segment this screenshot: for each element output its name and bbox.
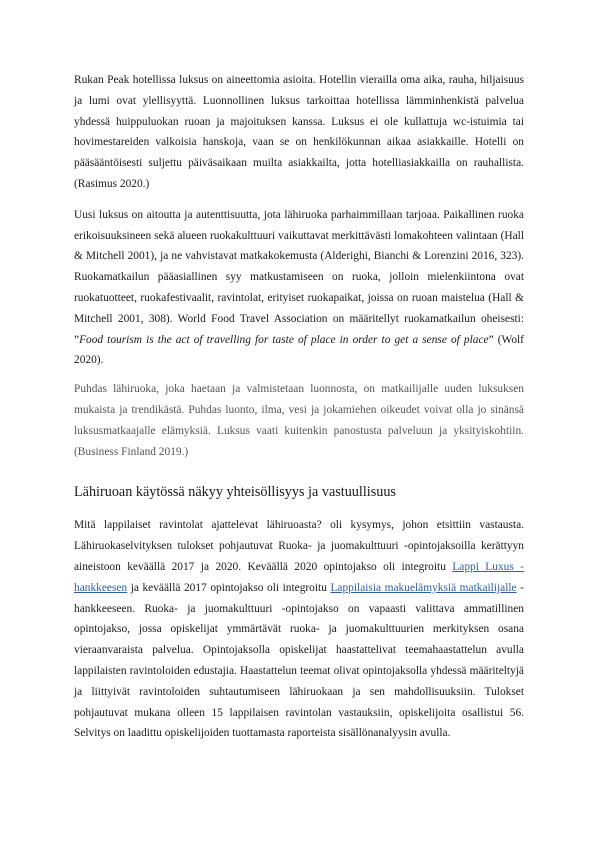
paragraph-pure-local-food: Puhdas lähiruoka, joka haetaan ja valmistetaan luonnosta, on matkailijalle uuden luksuksen mukaista ja trendikästä. Puhdas luonto, ilma, vesi ja jokamiehen oikeudet voivat olla jo sinänsä luksusmatkaajalle elämyksiä. Luksus vaati kuitenkin panostusta palveluun ja yksityiskohtiin. (Business Finland 2019.): [74, 383, 524, 458]
quote-citation: ” (Wolf 2020).: [74, 333, 524, 367]
paragraph-new-luxury-text: Uusi luksus on aitoutta ja autenttisuutta, jota lähiruoka parhaimmillaan tarjoaa. Paikallinen ruoka erikoisuuksineen sekä alueen ruokakulttuuri vaikuttavat merkittävästi lomakohteen valintaan (Hall & Mitchell 2001), ja ne vahvistavat matkakokemusta (Alderighi, Bianchi & Lorenzini 2016, 323). Ruokamatkailun pääasiallinen syy matkustamiseen on ruoka, jolloin mielenkiintona ovat ruokatuotteet, ruokafestivaalit, ravintolat, erityiset ruokapaikat, joissa on ruoan maistelua (Hall & Mitchell 2001, 308). World Food Travel Association on määritellyt ruokamatkailun oheisesti: ”: [74, 208, 524, 346]
makuelamyksia-link[interactable]: Lappilaisia makuelämyksiä matkailijalle: [330, 581, 517, 594]
paragraph-survey-part3: -hankkeeseen. Ruoka- ja juomakulttuuri -opintojakso on vapaasti valittava ammatillinen opintojakso, jossa opiskelijat ymmärtävät ruoka- ja juomakulttuurien merkityksen osana vieraanvaraista palvelua. Opintojaksolla opiskelijat haastattelivat teemahaastattelun avulla lappilaisten ravintoloiden edustajia. Haastattelun teemat olivat opintojaksolla yhdessä määriteltyjä ja liittyivät ravintoloiden suhtautumiseen lähiruokaan ja sen mahdollisuuksiin. Tulokset pohjautuvat mukana olleen 15 lappilaisen ravintolan vastauksiin, opiskelijoita osallistui 56. Selvitys on laadittu opiskelijoiden tuottamasta raporteista sisällönanalyysin avulla.: [74, 581, 524, 740]
paragraph-survey-part2: ja keväällä 2017 opintojakso oli integroitu: [127, 581, 331, 594]
document-page: [74, 70, 524, 744]
lappi-luxus-link[interactable]: Lappi Luxus -hankkeesen: [74, 560, 524, 594]
paragraph-new-luxury: [74, 205, 524, 371]
paragraph-survey-part1: Mitä lappilaiset ravintolat ajattelevat lähiruoasta? oli kysymys, johon etsittiin vastausta. Lähiruokaselvityksen tulokset pohjautuvat Ruoka- ja juomakulttuuri -opintojaksoilla kerättyyn aineistoon keväällä 2017 ja 2020. Keväällä 2020 opintojakso oli integroitu: [74, 519, 524, 573]
paragraph-rukan-peak: Rukan Peak hotellissa luksus on aineettomia asioita. Hotellin vierailla oma aika, rauha, hiljaisuus ja lumi ovat ylellisyyttä. Luonnollinen luksus tarkoittaa hotellissa lämminhenkistä palvelua yhdessä huippuluokan ruoan ja majoituksen kanssa. Luksus ei ole kullattuja wc-istuimia tai hovimestareiden valkoisia hanskoja, vaan se on henkilökunnan aikaa asiakkaille. Hotelli on pääsääntöisesti suljettu päiväsaikaan muilta asiakkailta, jotta hotelliasiakkailla on rauhallista. (Rasimus 2020.): [74, 74, 524, 190]
food-tourism-quote: Food tourism is the act of travelling for taste of place in order to get a sense of place: [79, 333, 489, 346]
paragraph-survey: [74, 515, 524, 744]
section-heading: Lähiruoan käytössä näkyy yhteisöllisyys ja vastuullisuus: [74, 484, 396, 501]
